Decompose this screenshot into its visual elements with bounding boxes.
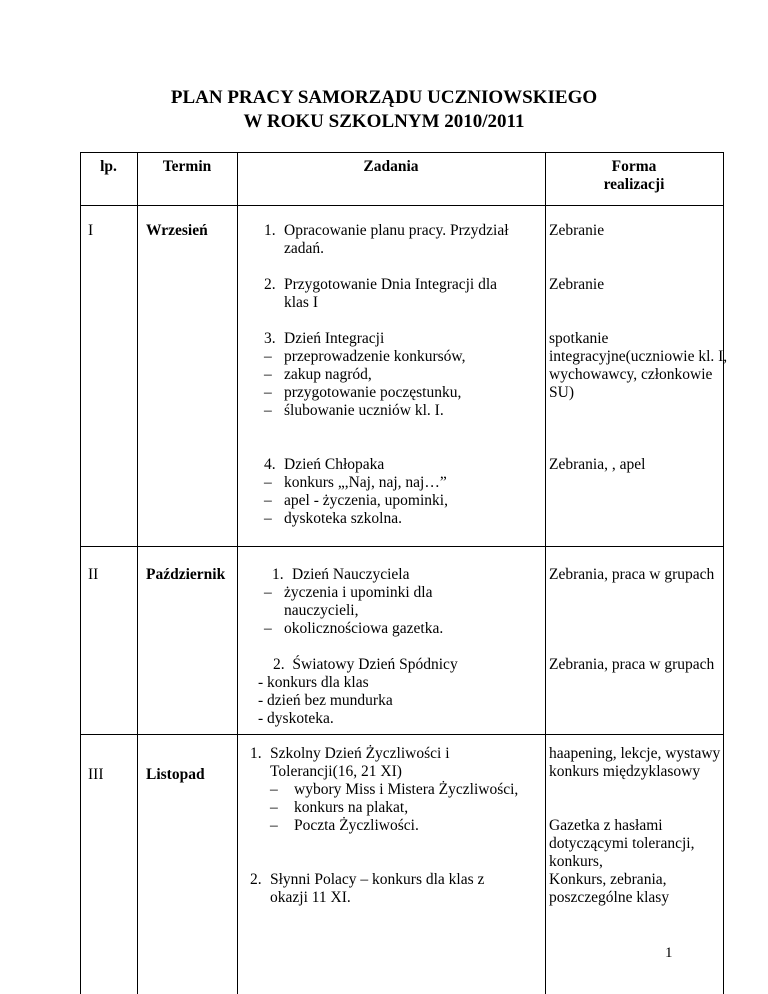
bullet-dash: – — [270, 781, 278, 798]
bullet-text: życzenia i upominki dla — [284, 584, 433, 601]
task-text: Dzień Integracji — [284, 330, 385, 347]
task-text: okazji 11 XI. — [270, 889, 351, 906]
bullet-dash: – — [264, 384, 272, 401]
task-number: 1. — [264, 222, 276, 239]
forma-text: wychowawcy, członkowie — [549, 366, 713, 383]
bullet-text: przygotowanie poczęstunku, — [284, 384, 462, 401]
task-text: Tolerancji(16, 21 XI) — [270, 763, 402, 780]
bullet-text: okolicznościowa gazetka. — [284, 620, 444, 637]
row-termin: Listopad — [146, 766, 205, 783]
row-lp: III — [88, 766, 104, 783]
header-zadania: Zadania — [363, 158, 419, 175]
header-termin: Termin — [162, 158, 212, 175]
row-lp: I — [88, 222, 94, 239]
forma-text: dotyczącymi tolerancji, — [549, 835, 695, 852]
task-text: Dzień Nauczyciela — [292, 566, 410, 583]
bullet-text: konkurs na plakat, — [294, 799, 409, 816]
bullet-text: zakup nagród, — [284, 366, 372, 383]
task-text: Dzień Chłopaka — [284, 456, 385, 473]
forma-text: Konkurs, zebrania, — [549, 871, 667, 888]
task-text: Szkolny Dzień Życzliwości i — [270, 745, 450, 762]
task-number: 2. — [264, 276, 276, 293]
bullet-dash: – — [264, 492, 272, 509]
bullet-text: konkurs „,Naj, naj, naj…” — [284, 474, 447, 491]
row-termin: Październik — [146, 566, 226, 583]
dash-item: - konkurs dla klas — [258, 674, 369, 691]
task-number: 2. — [250, 871, 262, 888]
dash-item: - dyskoteka. — [258, 710, 334, 727]
bullet-text: ślubowanie uczniów kl. I. — [284, 402, 444, 419]
forma-text: Zebrania, , apel — [549, 456, 646, 473]
forma-text: haapening, lekcje, wystawy — [549, 745, 721, 762]
row-termin: Wrzesień — [146, 222, 208, 239]
task-text: Przygotowanie Dnia Integracji dla — [284, 276, 498, 293]
bullet-dash: – — [270, 817, 278, 834]
header-lp: lp. — [100, 158, 117, 175]
page-number: 1 — [665, 945, 673, 961]
forma-text: Zebrania, praca w grupach — [549, 656, 715, 673]
forma-text: poszczególne klasy — [549, 889, 670, 906]
forma-text: Zebrania, praca w grupach — [549, 566, 715, 583]
task-text: Opracowanie planu pracy. Przydział — [284, 222, 509, 239]
task-number: 1. — [250, 745, 262, 762]
bullet-text: Poczta Życzliwości. — [294, 817, 419, 834]
bullet-dash: – — [264, 584, 272, 601]
forma-text: konkurs, — [549, 853, 603, 870]
bullet-dash: – — [264, 366, 272, 383]
document-title-line1: PLAN PRACY SAMORZĄDU UCZNIOWSKIEGO — [170, 87, 598, 108]
bullet-dash: – — [264, 402, 272, 419]
task-text: 2. Światowy Dzień Spódnicy — [273, 656, 458, 673]
task-number: 4. — [264, 456, 276, 473]
header-forma-2: realizacji — [603, 176, 665, 193]
bullet-dash: – — [264, 474, 272, 491]
bullet-text: dyskoteka szkolna. — [284, 510, 402, 527]
task-text: zadań. — [284, 240, 325, 257]
row-lp: II — [88, 566, 99, 583]
bullet-text: przeprowadzenie konkursów, — [284, 348, 466, 365]
forma-text: Gazetka z hasłami — [549, 817, 663, 834]
forma-text: Zebranie — [549, 276, 605, 293]
bullet-dash: – — [264, 620, 272, 637]
task-number: 1. — [272, 566, 284, 583]
forma-text: SU) — [549, 384, 574, 401]
task-number: 3. — [264, 330, 276, 347]
bullet-text: nauczycieli, — [284, 602, 359, 619]
bullet-text: apel - życzenia, upominki, — [284, 492, 448, 509]
forma-text: spotkanie — [549, 330, 609, 347]
dash-item: - dzień bez mundurka — [258, 692, 393, 709]
task-text: Słynni Polacy – konkurs dla klas z — [270, 871, 485, 888]
task-text: klas I — [284, 294, 319, 311]
bullet-dash: – — [264, 348, 272, 365]
bullet-text: wybory Miss i Mistera Życzliwości, — [294, 781, 519, 798]
bullet-dash: – — [270, 799, 278, 816]
bullet-dash: – — [264, 510, 272, 527]
forma-text: integracyjne(uczniowie kl. I, — [549, 348, 728, 365]
forma-text: Zebranie — [549, 222, 605, 239]
header-forma-1: Forma — [611, 158, 657, 175]
document-title-line2: W ROKU SZKOLNYM 2010/2011 — [243, 111, 525, 132]
forma-text: konkurs międzyklasowy — [549, 763, 701, 780]
